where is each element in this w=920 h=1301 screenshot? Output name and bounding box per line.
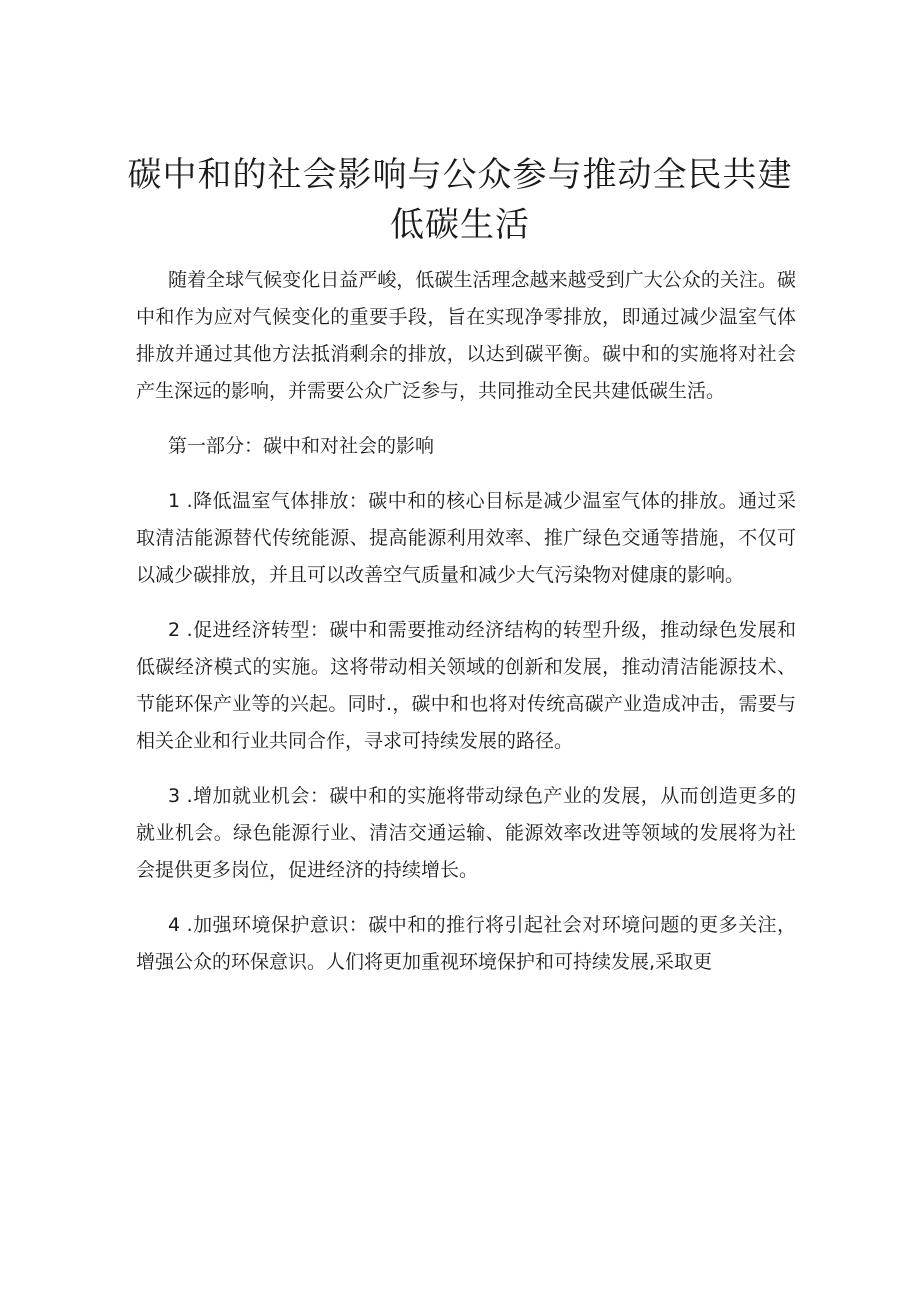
list-item-4: 4 .加强环境保护意识：碳中和的推行将引起社会对环境问题的更多关注，增强公众的环保意识。人们将更加重视环境保护和可持续发展,采取更 (136, 914, 796, 973)
list-item-2: 2 .促进经济转型：碳中和需要推动经济结构的转型升级，推动绿色发展和低碳经济模式的实施。这将带动相关领域的创新和发展，推动清洁能源技术、节能环保产业等的兴起。同时.，碳中和也将对传统高碳产业造成冲击，需要与相关企业和行业共同合作，寻求可持续发展的路径。 (136, 619, 796, 752)
list-item-3: 3 .增加就业机会：碳中和的实施将带动绿色产业的发展，从而创造更多的就业机会。绿色能源行业、清洁交通运输、能源效率改进等领域的发展将为社会提供更多岗位，促进经济的持续增长。 (136, 785, 796, 881)
document-body (136, 262, 796, 999)
intro-paragraph: 随着全球气候变化日益严峻，低碳生活理念越来越受到广大公众的关注。碳中和作为应对气候变化的重要手段，旨在实现净零排放，即通过减少温室气体排放并通过其他方法抵消剩余的排放，以达到碳平衡。碳中和的实施将对社会产生深远的影响，并需要公众广泛参与，共同推动全民共建低碳生活。 (136, 269, 796, 402)
document-title: 碳中和的社会影响与公众参与推动全民共建低碳生活 (127, 155, 793, 245)
list-item-1: 1 .降低温室气体排放：碳中和的核心目标是减少温室气体的排放。通过采取清洁能源替代传统能源、提高能源利用效率、推广绿色交通等措施，不仅可以减少碳排放，并且可以改善空气质量和减少大气污染物对健康的影响。 (136, 490, 796, 586)
section-heading: 第一部分：碳中和对社会的影响 (168, 435, 435, 457)
